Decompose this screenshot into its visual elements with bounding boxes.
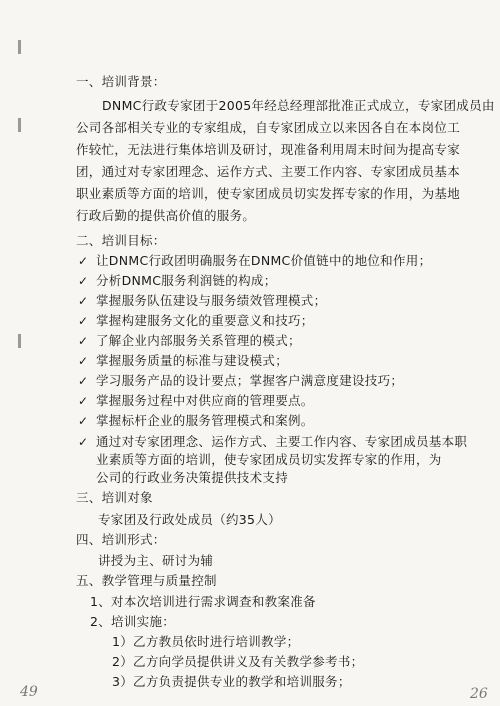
binding-mark: [18, 118, 21, 132]
check-icon: ✓: [78, 354, 89, 368]
binding-mark: [18, 40, 21, 54]
subsection-item: 2）乙方向学员提供讲义及有关教学参考书；: [112, 654, 364, 669]
section-heading: 四、培训形式：: [76, 532, 166, 547]
goal-item: 学习服务产品的设计要点；掌握客户满意度建设技巧；: [96, 373, 404, 388]
paragraph-line: 团，通过对专家团理念、运作方式、主要工作内容、专家团成员基本: [76, 164, 461, 179]
check-icon: ✓: [78, 435, 89, 449]
check-icon: ✓: [78, 374, 89, 388]
binding-mark: [18, 334, 21, 348]
goal-item: 掌握服务质量的标准与建设模式；: [96, 353, 289, 368]
check-icon: ✓: [78, 314, 89, 328]
section-heading: 一、培训背景：: [76, 74, 166, 89]
paragraph-line: 行政后勤的提供高价值的服务。: [76, 208, 256, 223]
goal-item: 分析DNMC服务利润链的构成；: [96, 273, 277, 288]
subsection-item: 1）乙方教员依时进行培训教学；: [112, 634, 300, 649]
goal-item: 让DNMC行政团明确服务在DNMC价值链中的地位和作用；: [96, 253, 432, 268]
subsection-line: 1、对本次培训进行需求调查和教案准备: [90, 594, 316, 609]
goal-item: 掌握服务队伍建设与服务绩效管理模式；: [96, 293, 327, 308]
paragraph-line: 职业素质等方面的培训，使专家团成员切实发挥专家的作用，为基地: [76, 186, 461, 201]
goal-item-line: 通过对专家团理念、运作方式、主要工作内容、专家团成员基本职: [96, 434, 468, 449]
section-heading: 三、培训对象: [76, 490, 153, 505]
check-icon: ✓: [78, 334, 89, 348]
subsection-item: 3）乙方负责提供专业的教学和培训服务；: [112, 674, 351, 689]
paragraph-line: DNMC行政专家团于2005年经总经理部批准正式成立，专家团成员由: [102, 98, 495, 113]
section-heading: 五、教学管理与质量控制: [76, 573, 217, 588]
goal-item: 了解企业内部服务关系管理的模式；: [96, 333, 301, 348]
goal-item-line: 业素质等方面的培训，使专家团成员切实发挥专家的作用，为: [96, 452, 442, 467]
check-icon: ✓: [78, 274, 89, 288]
handwritten-page-mark: 26: [470, 686, 488, 702]
check-icon: ✓: [78, 414, 89, 428]
goal-item-line: 公司的行政业务决策提供技术支持: [96, 470, 289, 485]
check-icon: ✓: [78, 294, 89, 308]
goal-item: 掌握标杆企业的服务管理模式和案例。: [96, 413, 314, 428]
subsection-line: 2、培训实施：: [90, 614, 176, 629]
audience-text: 专家团及行政处成员（约35人）: [98, 512, 281, 527]
check-icon: ✓: [78, 394, 89, 408]
paragraph-line: 公司各部相关专业的专家组成，自专家团成立以来因各自在本岗位工: [76, 120, 461, 135]
handwritten-page-mark: 49: [20, 684, 38, 700]
check-icon: ✓: [78, 254, 89, 268]
goal-item: 掌握构建服务文化的重要意义和技巧；: [96, 313, 314, 328]
format-text: 讲授为主、研讨为辅: [98, 553, 214, 568]
paragraph-line: 作较忙，无法进行集体培训及研讨，现准备利用周末时间为提高专家: [76, 142, 461, 157]
goal-item: 掌握服务过程中对供应商的管理要点。: [96, 393, 314, 408]
section-heading: 二、培训目标：: [76, 233, 166, 248]
